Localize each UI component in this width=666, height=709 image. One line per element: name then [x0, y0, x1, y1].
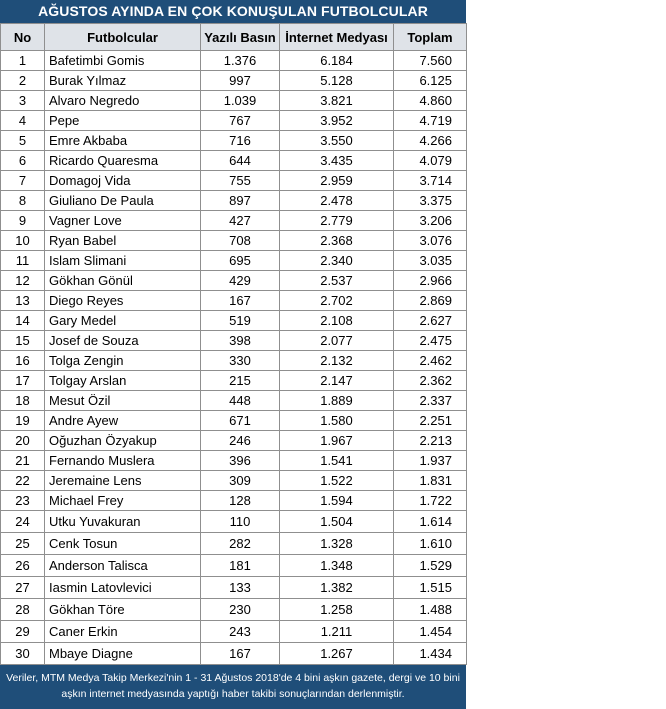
table-row [1, 471, 467, 491]
table-row [1, 211, 467, 231]
cell-no: 27 [1, 577, 45, 599]
cell-player-name: Domagoj Vida [45, 171, 201, 191]
cell-press-count: 448 [201, 391, 280, 411]
cell-player-name: Gökhan Töre [45, 599, 201, 621]
cell-no: 3 [1, 91, 45, 111]
cell-total: 7.560 [394, 51, 467, 71]
cell-total: 1.434 [394, 643, 467, 665]
cell-no: 7 [1, 171, 45, 191]
cell-no: 25 [1, 533, 45, 555]
cell-web-count: 1.382 [280, 577, 394, 599]
cell-web-count: 1.211 [280, 621, 394, 643]
cell-total: 2.475 [394, 331, 467, 351]
table-row [1, 391, 467, 411]
cell-no: 14 [1, 311, 45, 331]
cell-web-count: 2.537 [280, 271, 394, 291]
cell-press-count: 644 [201, 151, 280, 171]
cell-total: 3.714 [394, 171, 467, 191]
cell-total: 3.076 [394, 231, 467, 251]
header-row [1, 24, 467, 51]
cell-press-count: 671 [201, 411, 280, 431]
cell-player-name: Utku Yuvakuran [45, 511, 201, 533]
cell-player-name: Bafetimbi Gomis [45, 51, 201, 71]
table-row [1, 533, 467, 555]
cell-no: 23 [1, 491, 45, 511]
cell-player-name: Diego Reyes [45, 291, 201, 311]
cell-press-count: 282 [201, 533, 280, 555]
cell-no: 24 [1, 511, 45, 533]
cell-total: 4.266 [394, 131, 467, 151]
cell-press-count: 427 [201, 211, 280, 231]
cell-no: 2 [1, 71, 45, 91]
cell-no: 28 [1, 599, 45, 621]
cell-total: 1.722 [394, 491, 467, 511]
table-row [1, 411, 467, 431]
cell-web-count: 2.478 [280, 191, 394, 211]
cell-no: 4 [1, 111, 45, 131]
table-row [1, 511, 467, 533]
header-player: Futbolcular [45, 24, 201, 51]
cell-player-name: Caner Erkin [45, 621, 201, 643]
cell-player-name: Tolga Zengin [45, 351, 201, 371]
cell-press-count: 246 [201, 431, 280, 451]
cell-no: 10 [1, 231, 45, 251]
cell-web-count: 1.522 [280, 471, 394, 491]
table-row [1, 451, 467, 471]
table-row [1, 621, 467, 643]
cell-web-count: 1.967 [280, 431, 394, 451]
table-row [1, 291, 467, 311]
cell-press-count: 243 [201, 621, 280, 643]
cell-web-count: 1.580 [280, 411, 394, 431]
cell-press-count: 230 [201, 599, 280, 621]
cell-total: 2.213 [394, 431, 467, 451]
cell-press-count: 997 [201, 71, 280, 91]
table-row [1, 431, 467, 451]
cell-total: 3.375 [394, 191, 467, 211]
cell-player-name: Ryan Babel [45, 231, 201, 251]
cell-web-count: 2.959 [280, 171, 394, 191]
cell-press-count: 167 [201, 643, 280, 665]
table-row [1, 311, 467, 331]
cell-total: 1.488 [394, 599, 467, 621]
cell-player-name: Iasmin Latovlevici [45, 577, 201, 599]
table-row [1, 643, 467, 665]
cell-no: 30 [1, 643, 45, 665]
cell-total: 1.614 [394, 511, 467, 533]
cell-player-name: Alvaro Negredo [45, 91, 201, 111]
cell-press-count: 519 [201, 311, 280, 331]
cell-web-count: 1.258 [280, 599, 394, 621]
cell-press-count: 429 [201, 271, 280, 291]
cell-total: 1.610 [394, 533, 467, 555]
cell-total: 4.860 [394, 91, 467, 111]
header-total: Toplam [394, 24, 467, 51]
cell-player-name: Oğuzhan Özyakup [45, 431, 201, 451]
cell-player-name: Islam Slimani [45, 251, 201, 271]
cell-player-name: Burak Yılmaz [45, 71, 201, 91]
source-note-line-1: Veriler, MTM Medya Takip Merkezi'nin 1 - 31 Ağustos 2018'de 4 bini aşkın gazete, dergi ve 10 bini [6, 672, 460, 684]
cell-total: 3.035 [394, 251, 467, 271]
cell-press-count: 330 [201, 351, 280, 371]
cell-web-count: 2.147 [280, 371, 394, 391]
cell-total: 4.079 [394, 151, 467, 171]
cell-total: 4.719 [394, 111, 467, 131]
cell-press-count: 309 [201, 471, 280, 491]
cell-web-count: 1.504 [280, 511, 394, 533]
table-title: AĞUSTOS AYINDA EN ÇOK KONUŞULAN FUTBOLCULAR [0, 0, 466, 23]
cell-player-name: Jeremaine Lens [45, 471, 201, 491]
cell-web-count: 3.550 [280, 131, 394, 151]
cell-web-count: 1.541 [280, 451, 394, 471]
cell-player-name: Pepe [45, 111, 201, 131]
cell-no: 1 [1, 51, 45, 71]
cell-total: 1.454 [394, 621, 467, 643]
table-row [1, 191, 467, 211]
cell-player-name: Vagner Love [45, 211, 201, 231]
cell-press-count: 897 [201, 191, 280, 211]
cell-web-count: 2.702 [280, 291, 394, 311]
table-row [1, 331, 467, 351]
cell-no: 21 [1, 451, 45, 471]
cell-total: 1.515 [394, 577, 467, 599]
cell-no: 9 [1, 211, 45, 231]
cell-player-name: Emre Akbaba [45, 131, 201, 151]
cell-web-count: 3.952 [280, 111, 394, 131]
source-note-line-2: aşkın internet medyasında yaptığı haber takibi sonuçlarından derlenmiştir. [61, 688, 405, 700]
table-row [1, 111, 467, 131]
cell-press-count: 133 [201, 577, 280, 599]
cell-web-count: 6.184 [280, 51, 394, 71]
cell-web-count: 1.348 [280, 555, 394, 577]
table-row [1, 91, 467, 111]
cell-press-count: 181 [201, 555, 280, 577]
table-row [1, 71, 467, 91]
cell-player-name: Anderson Talisca [45, 555, 201, 577]
cell-total: 6.125 [394, 71, 467, 91]
cell-no: 8 [1, 191, 45, 211]
table-row [1, 171, 467, 191]
cell-player-name: Tolgay Arslan [45, 371, 201, 391]
players-table [0, 23, 467, 665]
cell-press-count: 755 [201, 171, 280, 191]
cell-no: 20 [1, 431, 45, 451]
cell-press-count: 767 [201, 111, 280, 131]
cell-total: 3.206 [394, 211, 467, 231]
cell-web-count: 1.889 [280, 391, 394, 411]
cell-web-count: 1.267 [280, 643, 394, 665]
cell-player-name: Ricardo Quaresma [45, 151, 201, 171]
cell-web-count: 2.108 [280, 311, 394, 331]
cell-no: 12 [1, 271, 45, 291]
cell-no: 17 [1, 371, 45, 391]
cell-total: 2.362 [394, 371, 467, 391]
cell-player-name: Mesut Özil [45, 391, 201, 411]
cell-web-count: 3.435 [280, 151, 394, 171]
table-row [1, 577, 467, 599]
cell-web-count: 2.779 [280, 211, 394, 231]
cell-no: 6 [1, 151, 45, 171]
cell-no: 26 [1, 555, 45, 577]
cell-player-name: Michael Frey [45, 491, 201, 511]
cell-player-name: Josef de Souza [45, 331, 201, 351]
cell-web-count: 2.077 [280, 331, 394, 351]
header-web: İnternet Medyası [280, 24, 394, 51]
header-press: Yazılı Basın [201, 24, 280, 51]
cell-total: 1.937 [394, 451, 467, 471]
cell-press-count: 396 [201, 451, 280, 471]
cell-no: 13 [1, 291, 45, 311]
cell-press-count: 398 [201, 331, 280, 351]
cell-web-count: 5.128 [280, 71, 394, 91]
cell-no: 19 [1, 411, 45, 431]
cell-press-count: 167 [201, 291, 280, 311]
cell-total: 1.831 [394, 471, 467, 491]
cell-total: 2.627 [394, 311, 467, 331]
cell-no: 11 [1, 251, 45, 271]
cell-press-count: 708 [201, 231, 280, 251]
table-row [1, 491, 467, 511]
cell-web-count: 3.821 [280, 91, 394, 111]
cell-total: 2.462 [394, 351, 467, 371]
table-row [1, 231, 467, 251]
cell-no: 29 [1, 621, 45, 643]
cell-player-name: Fernando Muslera [45, 451, 201, 471]
cell-total: 2.966 [394, 271, 467, 291]
cell-total: 1.529 [394, 555, 467, 577]
table-row [1, 271, 467, 291]
cell-player-name: Cenk Tosun [45, 533, 201, 555]
cell-total: 2.337 [394, 391, 467, 411]
cell-press-count: 695 [201, 251, 280, 271]
cell-press-count: 1.039 [201, 91, 280, 111]
table-row [1, 251, 467, 271]
cell-web-count: 1.328 [280, 533, 394, 555]
cell-no: 15 [1, 331, 45, 351]
table-row [1, 51, 467, 71]
cell-total: 2.869 [394, 291, 467, 311]
cell-press-count: 128 [201, 491, 280, 511]
table-row [1, 351, 467, 371]
table-row [1, 131, 467, 151]
cell-press-count: 1.376 [201, 51, 280, 71]
cell-player-name: Gökhan Gönül [45, 271, 201, 291]
cell-player-name: Andre Ayew [45, 411, 201, 431]
cell-total: 2.251 [394, 411, 467, 431]
cell-player-name: Gary Medel [45, 311, 201, 331]
table-row [1, 599, 467, 621]
cell-web-count: 2.132 [280, 351, 394, 371]
cell-no: 22 [1, 471, 45, 491]
cell-press-count: 716 [201, 131, 280, 151]
cell-press-count: 110 [201, 511, 280, 533]
cell-player-name: Mbaye Diagne [45, 643, 201, 665]
table-body [1, 51, 467, 665]
cell-player-name: Giuliano De Paula [45, 191, 201, 211]
table-row [1, 151, 467, 171]
cell-web-count: 2.368 [280, 231, 394, 251]
cell-no: 18 [1, 391, 45, 411]
cell-no: 5 [1, 131, 45, 151]
cell-web-count: 2.340 [280, 251, 394, 271]
table-row [1, 555, 467, 577]
cell-press-count: 215 [201, 371, 280, 391]
table-row [1, 371, 467, 391]
source-note [0, 665, 466, 709]
header-no: No [1, 24, 45, 51]
cell-web-count: 1.594 [280, 491, 394, 511]
cell-no: 16 [1, 351, 45, 371]
